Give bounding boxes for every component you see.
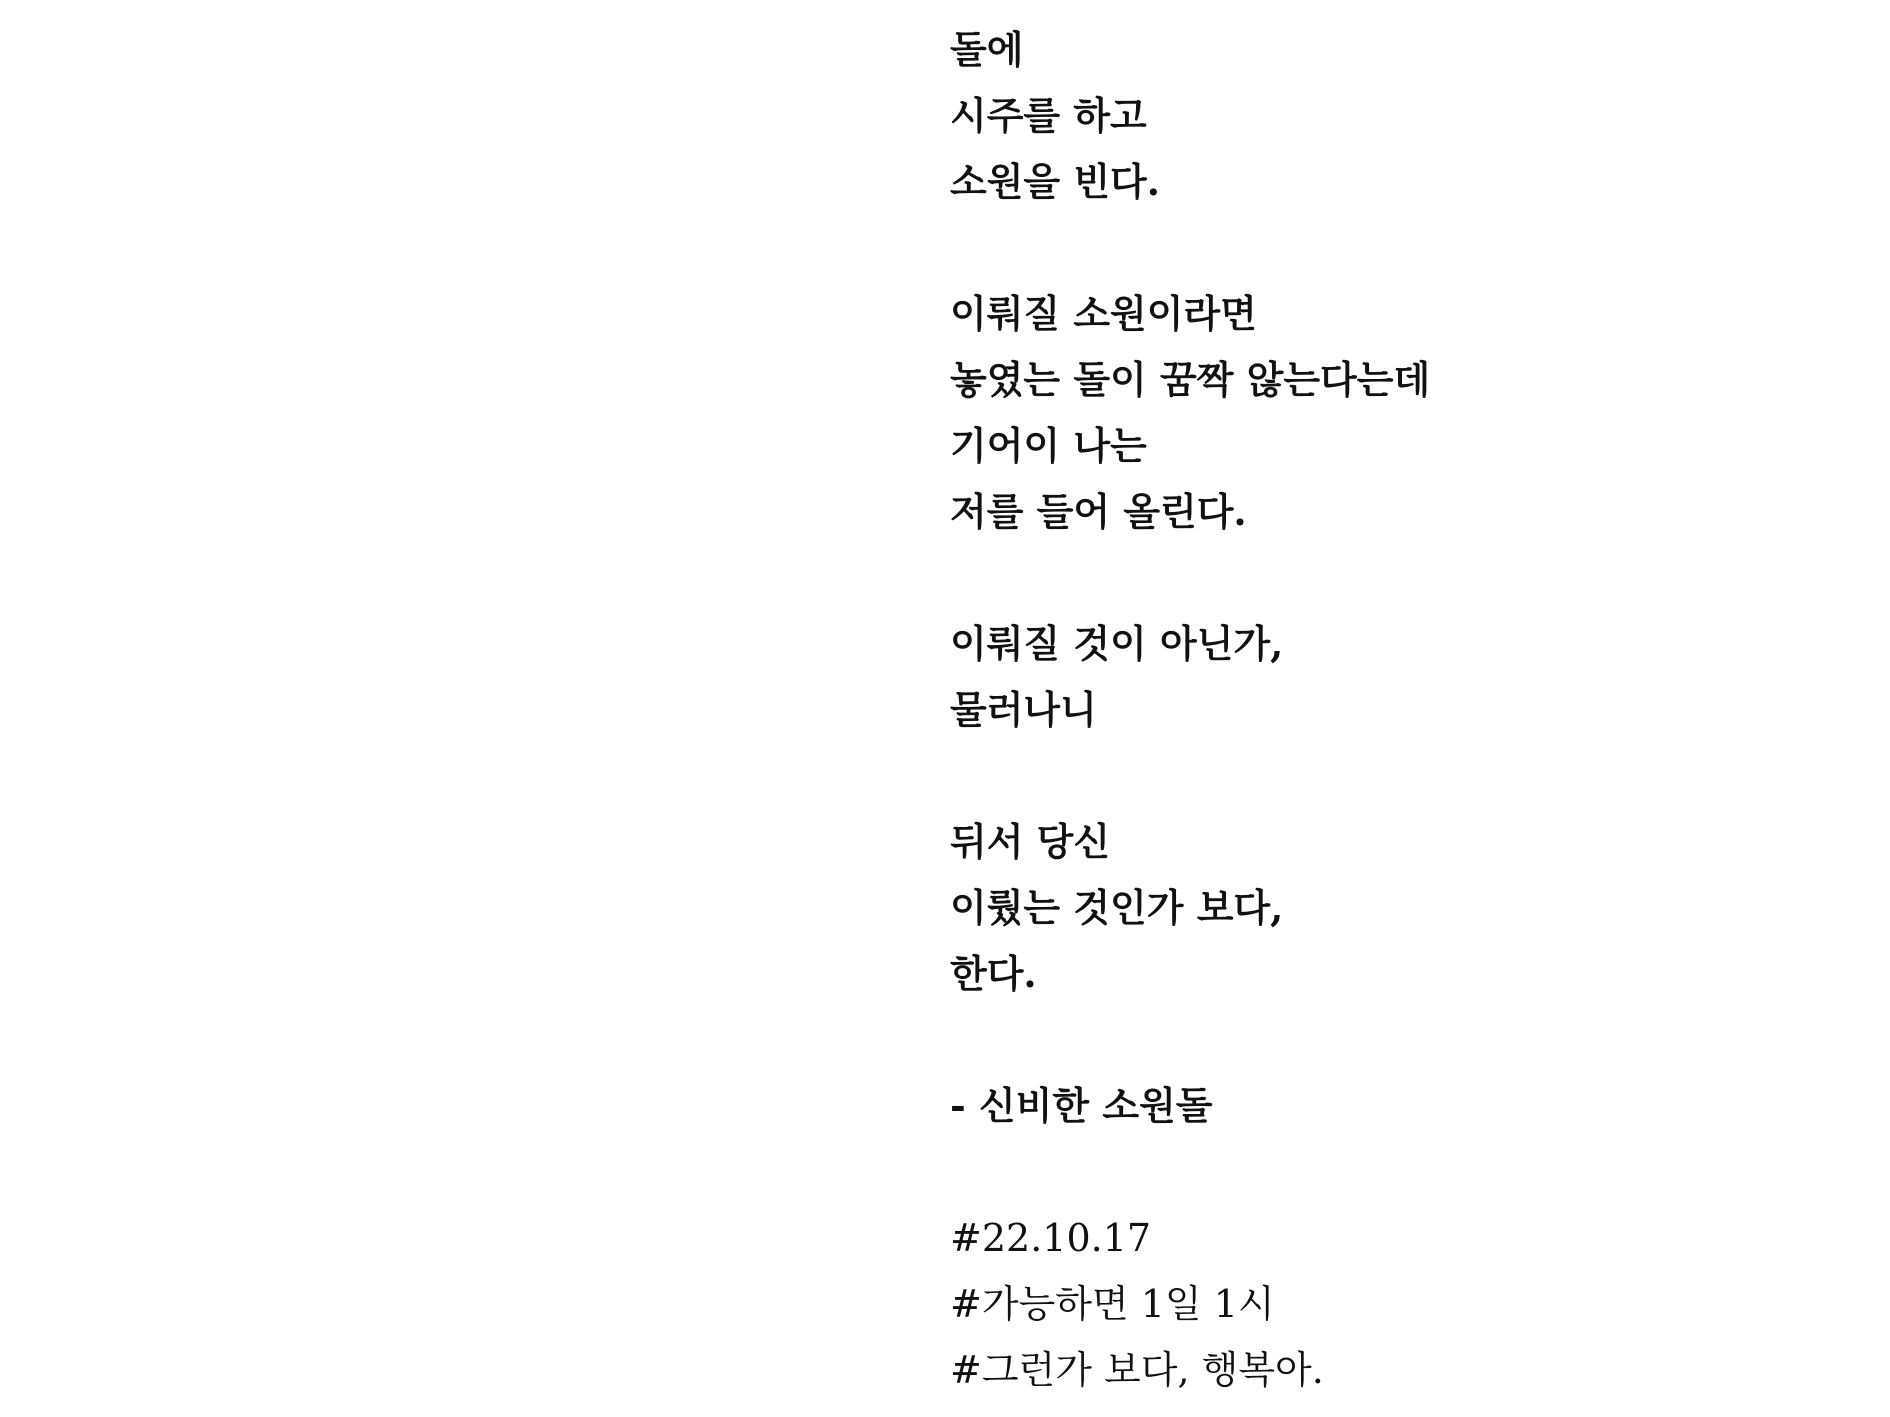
stanza-1 <box>950 22 1850 220</box>
poem-signature: - 신비한 소원돌 <box>950 1083 1213 1128</box>
stanza-break <box>950 1012 1850 1078</box>
stanza-3 <box>950 616 1850 748</box>
hashtag: #그런가 보다, 행복아. <box>950 1348 1324 1392</box>
poem-line: 소원을 빈다. <box>950 159 1160 204</box>
poem-line: 시주를 하고 <box>950 93 1147 138</box>
stanza-break <box>950 748 1850 814</box>
stanza-break <box>950 220 1850 286</box>
poem-line: 놓였는 돌이 꿈짝 않는다는데 <box>950 357 1431 402</box>
poem-line: 물러나니 <box>950 687 1097 732</box>
poem-line: 저를 들어 올린다. <box>950 489 1247 534</box>
poem-text <box>950 22 1850 1408</box>
hashtag: #가능하면 1일 1시 <box>950 1282 1275 1326</box>
poem-line: 이뤄질 것이 아닌가, <box>950 621 1284 666</box>
stanza-4 <box>950 814 1850 1012</box>
stanza-break <box>950 550 1850 616</box>
hashtag: #22.10.17 <box>950 1216 1152 1260</box>
poem-line: 돌에 <box>950 27 1024 72</box>
stanza-break <box>950 1144 1850 1210</box>
hashtags <box>950 1210 1850 1408</box>
poem-line: 이뤘는 것인가 보다, <box>950 885 1284 930</box>
poem-line: 한다. <box>950 951 1037 996</box>
poem-line: 뒤서 당신 <box>950 819 1111 864</box>
poem-line: 기어이 나는 <box>950 423 1147 468</box>
poem-line: 이뤄질 소원이라면 <box>950 291 1257 336</box>
stanza-2 <box>950 286 1850 550</box>
